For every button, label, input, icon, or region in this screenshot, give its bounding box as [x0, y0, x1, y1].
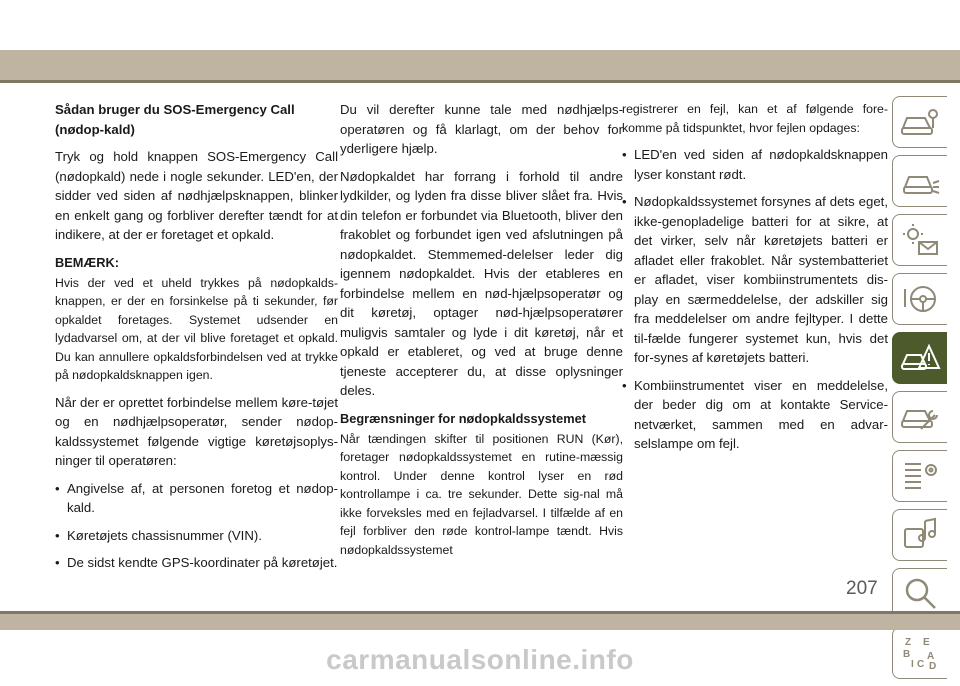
- svg-text:E: E: [923, 637, 930, 648]
- svg-text:D: D: [929, 661, 937, 672]
- list-item: • De sidst kendte GPS-koordinater på køretøjet.: [55, 553, 338, 573]
- bottom-decorative-band: [0, 614, 960, 630]
- paragraph: Nødopkaldet har forrang i forhold til andre lydkilder, og lyden fra disse bliver slået fra. Hvis din telefon er forbundet via Bluetooth, bliver den frakoblet og forbundet igen ved afslutningen på nødopkaldet. Stemmemed-delelser leder dig igennem nødopkaldet. Hvis der etableres en forbindelse mellem en nød-hjælpsoperatør og dit køretøj, optager nød-hjælpsoperatører muligvis samtaler og lyde i dit køretøj, når et opkald er etableret, og ved at bruge denne tjeneste accepterer du, at disse oplysninger deles.: [340, 168, 623, 398]
- top-decorative-band: [0, 50, 960, 80]
- tab-car-wrench[interactable]: [892, 391, 947, 443]
- tab-car-key[interactable]: [892, 96, 947, 148]
- maintenance-list-icon: [899, 456, 941, 496]
- paragraph: Du vil derefter kunne tale med nødhjælps-operatøren og få klarlagt, om der behov for yderligere hjælp.: [340, 102, 623, 156]
- bullet-list: [55, 479, 338, 573]
- emergency-warning-icon: [899, 338, 941, 378]
- page-number: 207: [846, 578, 878, 599]
- paragraph: registrerer en fejl, kan et af følgende fore-komme på tidspunktet, hvor fejlen opdages:: [622, 102, 888, 135]
- svg-text:B: B: [903, 649, 911, 660]
- subheading: Begrænsninger for nødopkaldssystemet: [340, 410, 587, 426]
- paragraph: Når tændingen skifter til positionen RUN (Kør), foretager nødopkaldssystemet en rutine-mæssig kontrol. Under denne kontrol lyser en rød kontrollampe i ca. tre sekunder. Dette sig-nal må ikke forveksles med en fejladvarsel. I tilfælde af en fejl forbliver den røde kontrol-lampe tændt. Hvis nødopkaldssystemet: [340, 431, 623, 557]
- watermark: carmanualsonline.info: [326, 644, 634, 675]
- tab-warning-lights[interactable]: [892, 214, 947, 266]
- column-left: [55, 100, 338, 581]
- section-heading: Sådan bruger du SOS-Emergency Call (nødop-kald): [55, 102, 295, 137]
- paragraph: Tryk og hold knappen SOS-Emergency Call (nødopkald) nede i nogle sekunder. LED'en, der sidder ved siden af nødhjælpsknappen, blinker en enkelt gang og forbliver derefter tændt for at indikere, at der er foretaget et opkald.: [55, 149, 338, 242]
- list-item: • LED'en ved siden af nødopkaldsknappen lyser konstant rødt.: [622, 145, 888, 184]
- bullet-list: [622, 145, 888, 454]
- search-icon: [899, 574, 941, 614]
- list-item: • Kombiinstrumentet viser en meddelelse, der beder dig om at kontakte Service-netværket, sammen med en advar-selslampe om fejl.: [622, 376, 888, 454]
- car-lights-icon: [899, 161, 941, 201]
- tab-car-lights[interactable]: [892, 155, 947, 207]
- tab-steering-wheel[interactable]: [892, 273, 947, 325]
- tab-maintenance[interactable]: [892, 450, 947, 502]
- svg-text:Z: Z: [905, 637, 912, 648]
- tab-multimedia[interactable]: [892, 509, 947, 561]
- paragraph: Når der er oprettet forbindelse mellem køre-tøjet og en nødhjælpsoperatør, sender nødop-kaldssystemet følgende vigtige køretøjsoplys-ninger til operatøren:: [55, 394, 338, 468]
- steering-wheel-icon: [899, 279, 941, 319]
- list-item: • Angivelse af, at personen foretog et nødop-kald.: [55, 479, 338, 518]
- tab-emergency[interactable]: [892, 332, 947, 384]
- column-middle: [340, 100, 623, 567]
- svg-text:C: C: [917, 659, 925, 670]
- car-key-icon: [899, 102, 941, 142]
- column-right: [622, 100, 888, 462]
- multimedia-icon: [899, 515, 941, 555]
- warning-lights-message-icon: [899, 220, 941, 260]
- list-item: • Nødopkaldssystemet forsynes af dets eget, ikke-genopladelige batteri for at sikre, at det virker, selv når køretøjets batteri er afladet eller frakoblet. Når systembatteriet er afladet, viser kombiinstrumentets dis-play en særmeddelelse, der adskiller sig fra meddelelser om andre fejltyper. I dette til-fælde fungerer systemet kun, hvis det for-synes af køretøjets batteri.: [622, 192, 888, 368]
- svg-text:A: A: [927, 651, 935, 662]
- note-text: Hvis der ved et uheld trykkes på nødopkalds-knappen, er der en forsinkelse på ti sekunder, før opkaldet foretages. Systemet udsender en lydadvarsel om, at der vil blive foretaget et opkald. Du kan annullere opkaldsforbindelsen ved at trykke på nødopkaldsknappen igen.: [55, 275, 338, 382]
- svg-text:I: I: [911, 659, 914, 670]
- chapter-sidebar: [892, 96, 950, 686]
- note-title: BEMÆRK:: [55, 254, 119, 270]
- top-divider: [0, 80, 960, 83]
- list-item: • Køretøjets chassisnummer (VIN).: [55, 526, 338, 546]
- car-wrench-icon: [899, 397, 941, 437]
